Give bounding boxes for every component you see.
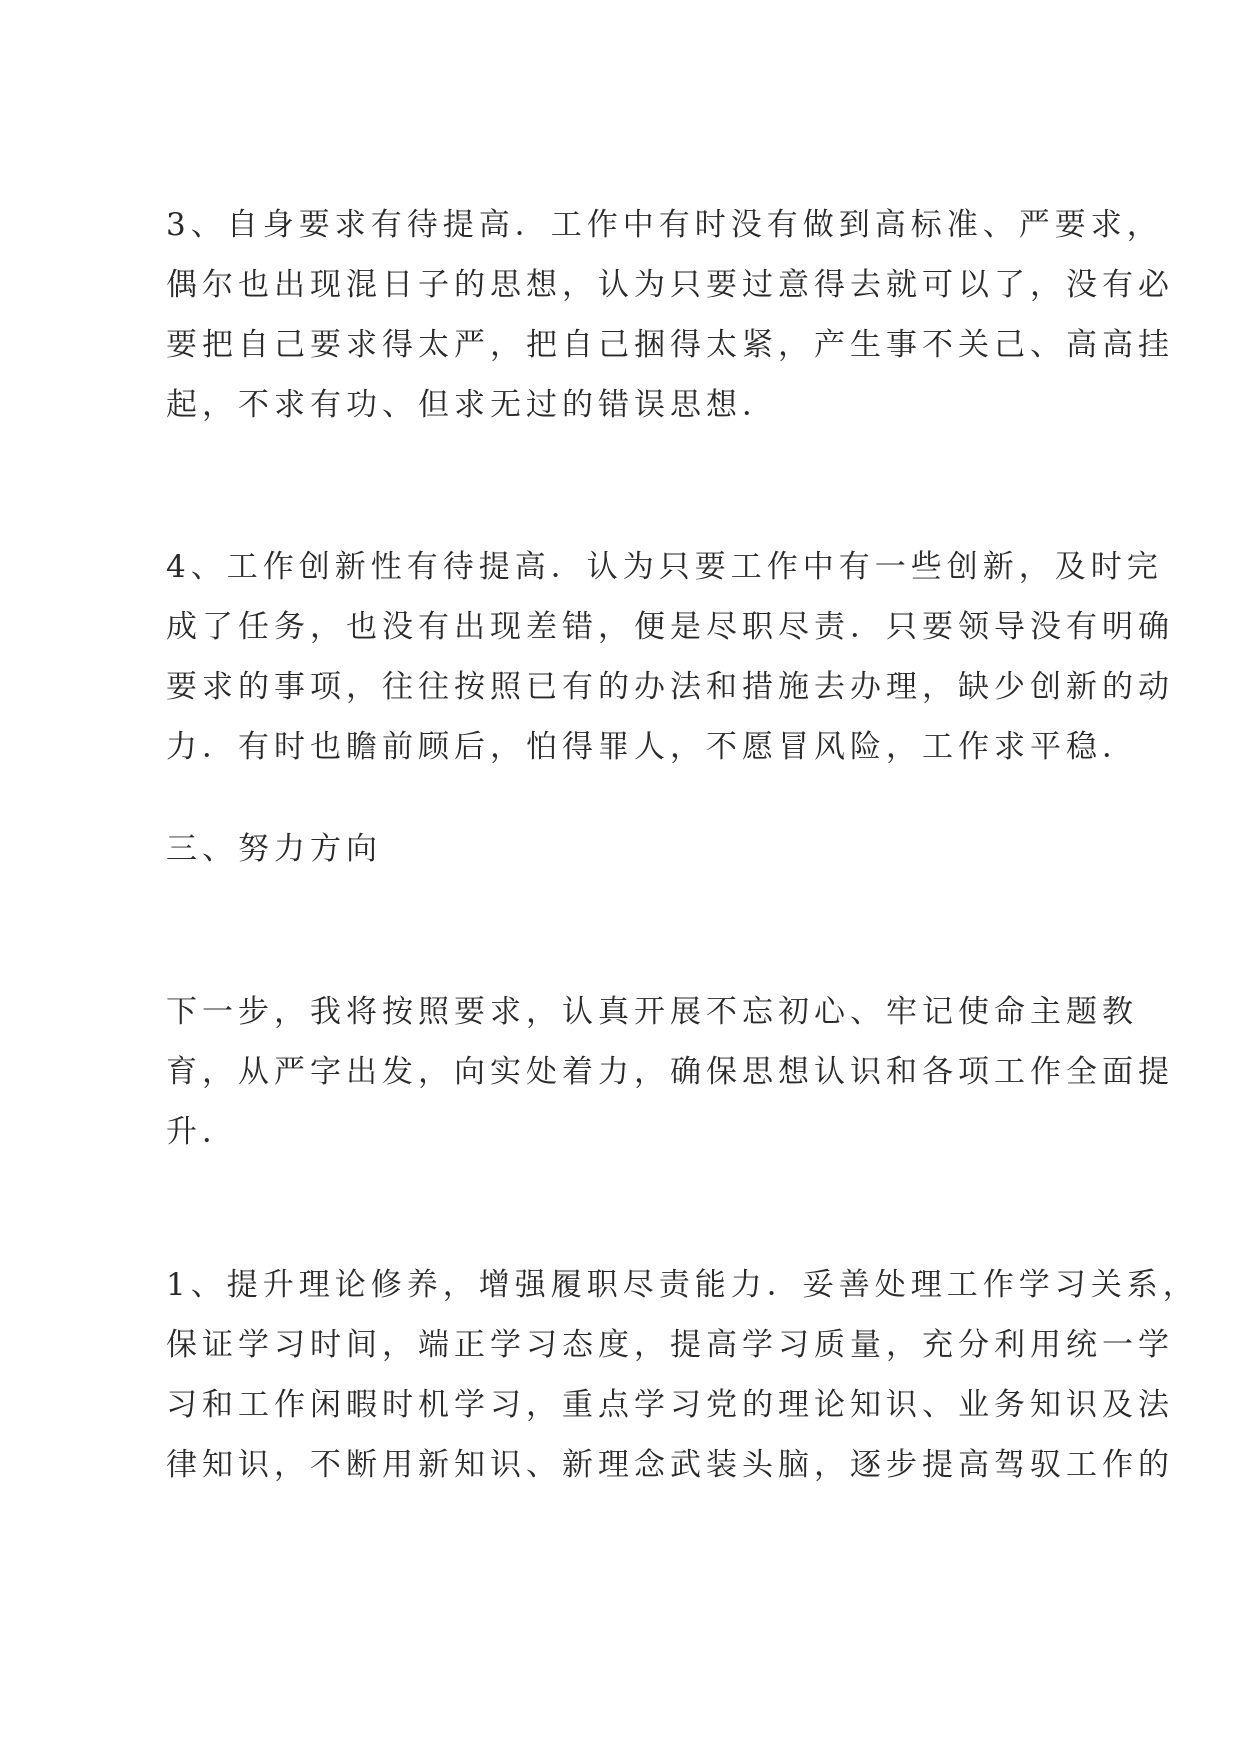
section-heading: 三、努力方向 — [166, 831, 382, 867]
paragraph-2-line-3: 要求的事项，往往按照已有的办法和措施去办理，缺少创新的动 — [166, 669, 1174, 705]
paragraph-2-line-4: 力．有时也瞻前顾后，怕得罪人，不愿冒风险，工作求平稳． — [166, 729, 1138, 765]
paragraph-3-line-3: 升． — [166, 1114, 238, 1150]
paragraph-4-line-3: 习和工作闲暇时机学习，重点学习党的理论知识、业务知识及法 — [166, 1387, 1174, 1423]
paragraph-4-line-4: 律知识，不断用新知识、新理念武装头脑，逐步提高驾驭工作的 — [166, 1447, 1174, 1483]
paragraph-1-line-4: 起，不求有功、但求无过的错误思想． — [166, 387, 778, 423]
paragraph-2-line-1: 4、工作创新性有待提高．认为只要工作中有一些创新，及时完 — [166, 549, 1163, 585]
paragraph-1-line-3: 要把自己要求得太严，把自己捆得太紧，产生事不关己、高高挂 — [166, 327, 1174, 363]
paragraph-4-line-2: 保证学习时间，端正学习态度，提高学习质量，充分利用统一学 — [166, 1327, 1174, 1363]
paragraph-3-line-2: 育，从严字出发，向实处着力，确保思想认识和各项工作全面提 — [166, 1054, 1174, 1090]
paragraph-4-line-1: 1、提升理论修养，增强履职尽责能力．妥善处理工作学习关系， — [166, 1267, 1199, 1303]
paragraph-1-line-1: 3、自身要求有待提高．工作中有时没有做到高标准、严要求， — [166, 207, 1163, 243]
paragraph-1-line-2: 偶尔也出现混日子的思想，认为只要过意得去就可以了，没有必 — [166, 267, 1174, 303]
paragraph-3-line-1: 下一步，我将按照要求，认真开展不忘初心、牢记使命主题教 — [166, 994, 1138, 1030]
paragraph-2-line-2: 成了任务，也没有出现差错，便是尽职尽责．只要领导没有明确 — [166, 609, 1174, 645]
